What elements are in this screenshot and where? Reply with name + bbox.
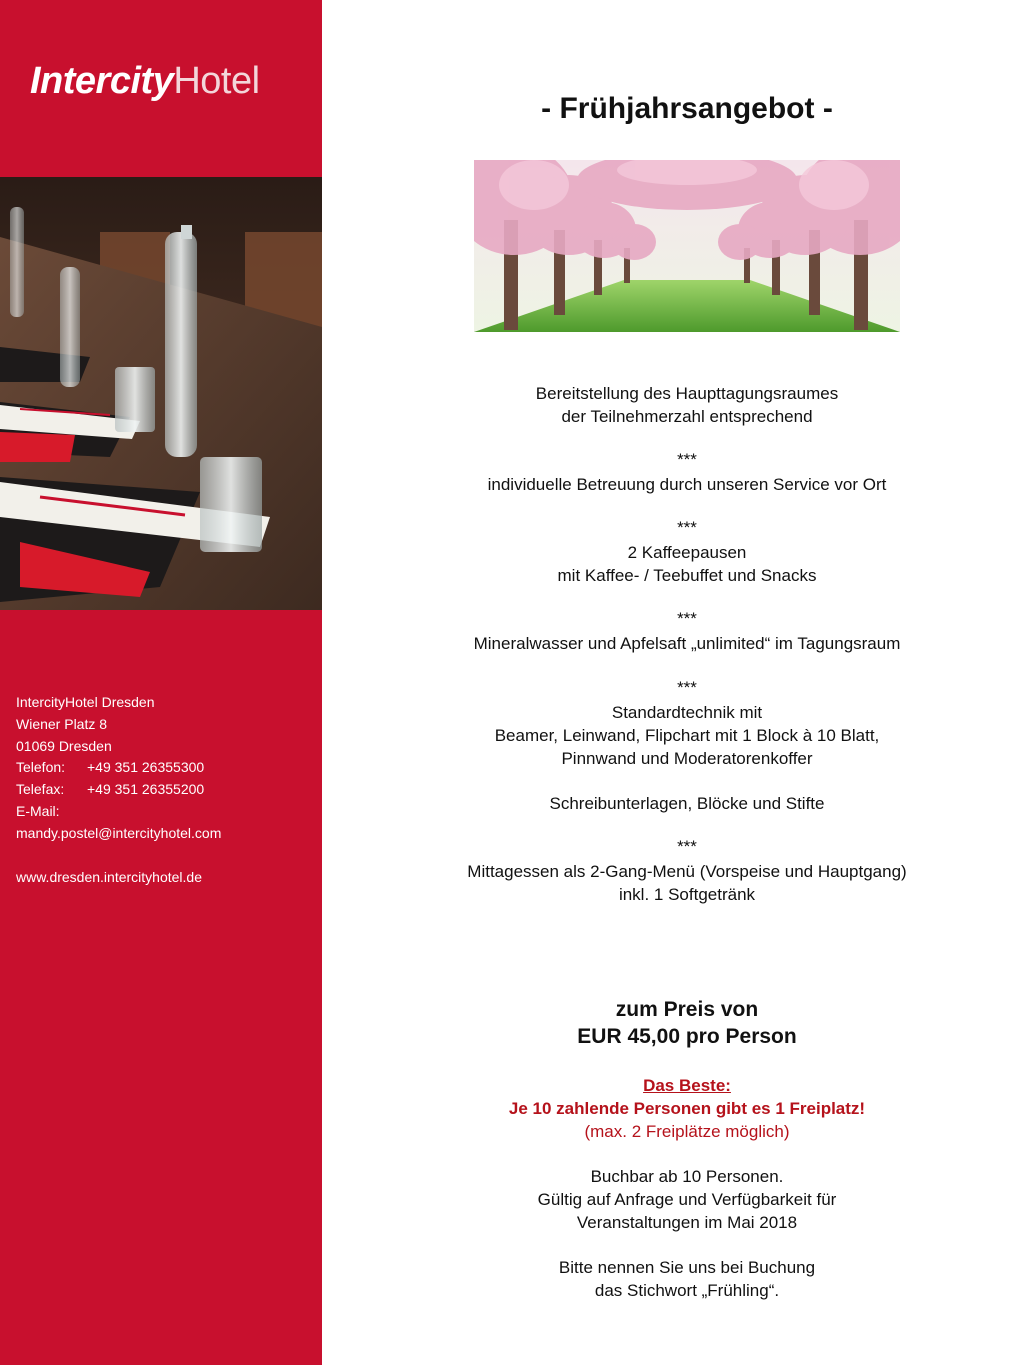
price-label: zum Preis von <box>615 998 759 1021</box>
offer-line: mit Kaffee- / Teebuffet und Snacks <box>557 566 817 585</box>
offer-line: Beamer, Leinwand, Flipchart mit 1 Block à 10 Blatt, <box>494 726 880 745</box>
fax-label: Telefax: <box>16 781 65 798</box>
price-value: EUR 45,00 pro Person <box>577 1025 797 1048</box>
contact-block <box>16 692 316 888</box>
free-place-offer: Je 10 zahlende Personen gibt es 1 Freiplatz! <box>508 1099 866 1118</box>
free-place-note: (max. 2 Freiplätze möglich) <box>584 1122 790 1141</box>
phone-label: Telefon: <box>16 759 66 776</box>
website-link[interactable]: www.dresden.intercityhotel.de <box>16 868 202 885</box>
separator: *** <box>677 450 697 469</box>
keyword-line: das Stichwort „Frühling“. <box>594 1281 780 1300</box>
hotel-name: IntercityHotel Dresden <box>16 694 155 710</box>
separator: *** <box>677 837 697 856</box>
email-link[interactable]: mandy.postel@intercityhotel.com <box>16 824 222 841</box>
page-title: - Frühjahrsangebot - <box>541 92 833 125</box>
conference-table-photo <box>0 177 322 610</box>
offer-line: Schreibunterlagen, Blöcke und Stifte <box>549 794 825 813</box>
best-heading: Das Beste: <box>643 1076 731 1095</box>
street-address: Wiener Platz 8 <box>16 715 108 732</box>
separator: *** <box>677 518 697 537</box>
keyword-line: Bitte nennen Sie uns bei Buchung <box>558 1258 816 1277</box>
fax-row <box>16 779 316 801</box>
condition-line: Veranstaltungen im Mai 2018 <box>576 1213 798 1232</box>
cherry-blossom-photo <box>474 160 900 332</box>
condition-line: Buchbar ab 10 Personen. <box>590 1167 784 1186</box>
offer-line: Bereitstellung des Haupttagungsraumes <box>535 384 839 403</box>
email-label: E-Mail: <box>16 802 60 819</box>
fax-number: +49 351 26355200 <box>87 781 205 798</box>
separator: *** <box>677 609 697 628</box>
offer-content <box>322 0 1024 1365</box>
offer-line: der Teilnehmerzahl entsprechend <box>561 407 813 426</box>
offer-line: Standardtechnik mit <box>611 703 763 722</box>
offer-line: 2 Kaffeepausen <box>627 543 747 562</box>
intercityhotel-logo: IntercityHotel <box>30 60 260 102</box>
postal-city: 01069 Dresden <box>16 737 112 754</box>
phone-number: +49 351 26355300 <box>87 759 205 776</box>
offer-line: individuelle Betreuung durch unseren Service vor Ort <box>487 475 887 494</box>
phone-row <box>16 757 316 779</box>
offer-line: inkl. 1 Softgetränk <box>618 885 756 904</box>
sidebar <box>0 0 322 1365</box>
offer-line: Pinnwand und Moderatorenkoffer <box>561 749 813 768</box>
offer-line: Mineralwasser und Apfelsaft „unlimited“ im Tagungsraum <box>473 634 901 653</box>
offer-line: Mittagessen als 2-Gang-Menü (Vorspeise und Hauptgang) <box>467 862 907 881</box>
condition-line: Gültig auf Anfrage und Verfügbarkeit für <box>537 1190 837 1209</box>
separator: *** <box>677 678 697 697</box>
